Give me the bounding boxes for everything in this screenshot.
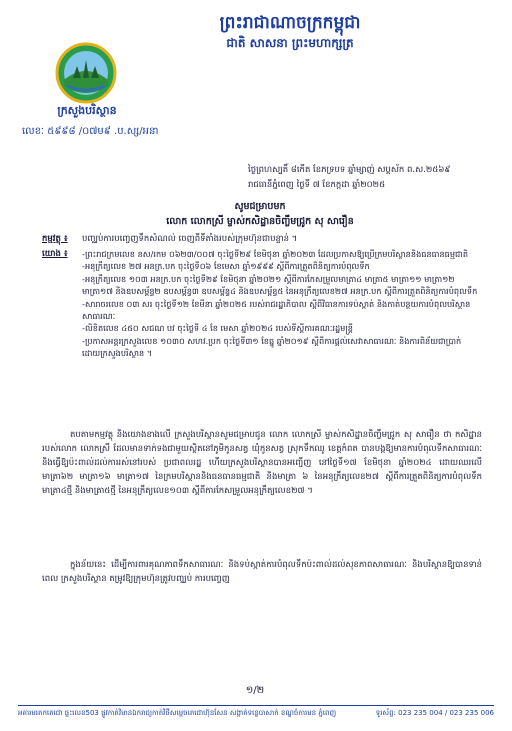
subject-label: កម្មវត្ថុ ៖ [42, 234, 68, 244]
reference-list [82, 248, 482, 360]
lunar-date: ថ្ងៃព្រហស្បតិ៍ ៨កើត ខែភទ្របទ ឆ្នាំម្សាញ់ សប្តស័ក ព.ស.២៥៦៩ [248, 165, 451, 175]
reference-number: លេខៈ ៥៩៩៨ /០៧ម៩ .ប.ស្ស/អនា [22, 126, 159, 137]
reference-label: យោង ៖ [42, 249, 68, 259]
ministry-emblem-icon [55, 42, 117, 104]
reference-item: -អនុក្រឹត្យលេខ ២៧ អនក្រ.បក ចុះថ្ងៃទី០៦ ខែមេសា ឆ្នាំ១៩៩៩ ស្តីពីការត្រួតពិនិត្យការបំពុលទឹក [82, 261, 370, 272]
ministry-name: ក្រសួងបរិស្ថាន [57, 104, 117, 117]
reference-item: -ព្រះរាជក្រមលេខ នស/រកម ០៦២៣/០០៧ ចុះថ្ងៃទី២៩ ខែមិថុនា ឆ្នាំ២០២៣ ដែលប្រកាសឱ្យប្រើក្រមបរិស្ថាននិងធនធានធម្មជាតិ [82, 249, 469, 259]
national-motto: ជាតិ សាសនា ព្រះមហាក្សត្រ [226, 36, 354, 50]
reference-item: -ប្រកាសអន្តរក្រសួងលេខ ១០៣០ សហវ.ប្រក ចុះថ្ងៃទី៣១ ខែធ្នូ ឆ្នាំ២០១៩ ស្តីពីការផ្តល់សេវាសាធារណៈ និងការពិន័យជាប្រាក់ ដោយក្រសួងបរិស្ថាន ។ [82, 335, 462, 359]
reference-item: -អនុក្រឹត្យលេខ ១០៣ អនក្រ.បក ចុះថ្ងៃទី២៩ ខែមិថុនា ឆ្នាំ២០២១ ស្តីពីការកែសម្រួលមាត្រា៤ មាត្រា៥ មាត្រា១១ មាត្រា១២ មាត្រា១៧ និងឧបសម្ព័ន្ធ២ ឧបសម្ព័ន្ធ៣ ឧបសម្ព័ន្ធ៤ និងឧបសម្ព័ន្ធ៥ នៃអនុក្រឹត្យលេខ២៧ អនក្រ.បក ស្តីពីការត្រួតពិនិត្យការបំពុលទឹក [82, 273, 478, 297]
solar-date: រាជធានីភ្នំពេញ ថ្ងៃទី ៧ ខែកក្កដា ឆ្នាំ២០២៥ [248, 180, 386, 190]
reference-item: -លិខិតលេខ ៤៥០ សជណ បវ ចុះថ្ងៃទី ៤ ខែ មេសា ឆ្នាំ២០២៤ របស់ទីស្តីការគណៈរដ្ឋមន្ត្រី [82, 323, 353, 334]
kingdom-title: ព្រះរាជាណាចក្រកម្ពុជា [219, 13, 361, 33]
footer [18, 709, 494, 719]
date-block [248, 163, 488, 193]
salutation [140, 199, 380, 229]
footer-phone: ទូរស័ព្ទ: 023 235 004 / 023 235 006 [375, 709, 494, 717]
subject-text: បញ្ឈប់ការបញ្ចេញទឹកសំណល់ ចេញពីទីតាំងរបស់ក្រុមហ៊ុនជាបន្ទាន់ ។ [82, 234, 298, 244]
footer-divider [18, 705, 494, 706]
body-paragraph: ក្នុងន័យនេះ ដើម្បីការពារគុណភាពទឹកសាធារណៈ និងទប់ស្កាត់ការបំពុលទឹកប៉ះពាល់ដល់សុខភាពសាធារណៈ និងបរិស្ថានឱ្យបានទាន់ពេល ក្រសួងបរិស្ថាន តម្រូវឱ្យក្រុមហ៊ុនត្រូវបញ្ឈប់ ការបញ្ចេញ [42, 560, 482, 584]
body-paragraph: តបតាមកម្មវត្ថុ និងយោងខាងលើ ក្រសួងបរិស្ថានសូមជម្រាបជូន លោក លោកស្រី ម្ចាស់កសិដ្ឋានចិញ្ចឹមជ្រូក សុ សារឿន ថា កសិដ្ឋាន របស់លោក លោកស្រី ដែលមានទាក់ទងជាមួយស្ថិតនៅភូមិកូនសត្វ ឃុំកូនសត្វ ស្រុកទឹកឈូ ខេត្តកំពត បានបង្កឱ្យមានការបំពុលទឹកសាធារណៈ និងធ្វើឱ្យប៉ះពាល់ដល់ការរស់នៅរបស់ ប្រជាពលរដ្ឋ ហើយក្រសួងបរិស្ថានបានអញ្ជើញ នៅថ្ងៃទី១៧ ខែមិថុនា ឆ្នាំ២០២៤ ដោយឈរលើមាត្រា៦២ មាត្រា១៦ មាត្រា១៧ នៃក្រមបរិស្ថាននិងធនធានធម្មជាតិ និងមាត្រា ៦ នៃអនុក្រឹត្យលេខ២៧ ស្តីពីការត្រួតពិនិត្យការបំពុលទឹក មាត្រា៤ថ្មី និងមាត្រា៥ថ្មី នៃអនុក្រឹត្យលេខ១០៣ ស្តីពីការកែសម្រួលអនុក្រឹត្យលេខ២៧ ។ [42, 430, 482, 496]
salutation-line: សូមជម្រាបមក [234, 201, 286, 212]
page-number: ១/២ [245, 685, 265, 696]
reference-item: -សារាចរលេខ ០៣ សរ ចុះថ្ងៃទី១២ ខែមីនា ឆ្នាំ២០២៥ របស់រាជរដ្ឋាភិបាល ស្តីពីវិធានការទប់ស្កាត់ និងកាត់បន្ថយការបំពុលបរិស្ថានសាធារណៈ [82, 298, 471, 322]
footer-address: អគារមរតកតេជោ ផ្ទះលេខ503 ផ្លូវកាត់វិមានឯករាជ្យកាត់វិថីសម្តេចតេជោហ៊ុនសែន សង្កាត់ទន្លេបាសាក់ ខណ្ឌចំការមន ភ្នំពេញ [18, 709, 337, 717]
recipient-line: លោក លោកស្រី ម្ចាស់កសិដ្ឋានចិញ្ចឹមជ្រូក សុ សារឿន [166, 216, 354, 227]
